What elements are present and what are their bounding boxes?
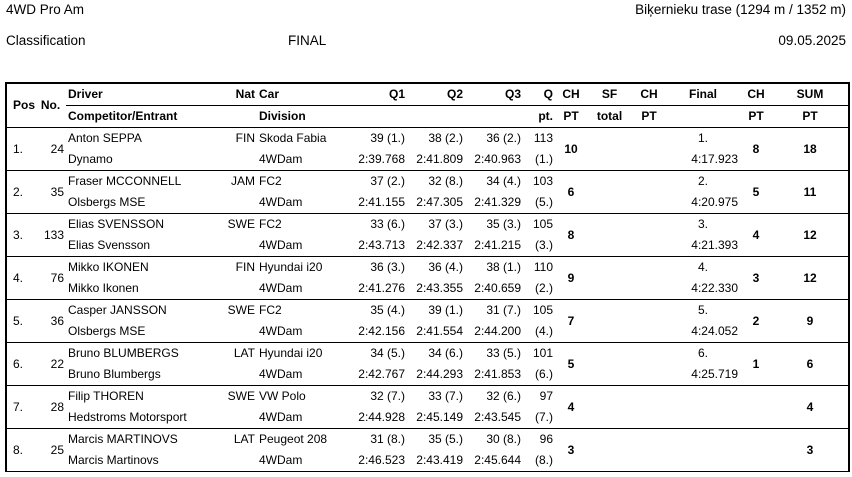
q1-result: 33 (6.) (370, 217, 405, 231)
division: 4WDam (257, 407, 353, 429)
position-cell: 7. (6, 386, 35, 429)
division: 4WDam (257, 364, 353, 386)
car-number-cell: 22 (35, 343, 66, 386)
final-position (666, 429, 740, 451)
qualifying-points: 110 (533, 260, 553, 274)
table-row-secondary (6, 192, 849, 214)
qualifying-rank: (2.) (523, 278, 555, 300)
semifinal-ch-points (632, 171, 666, 214)
table-row-secondary (6, 278, 849, 300)
table-row (6, 343, 849, 365)
car-model: Peugeot 208 (259, 432, 328, 446)
qualifying-rank: (7.) (523, 407, 555, 429)
col-q-pt-bottom: pt. (523, 106, 555, 128)
qualifying-points: 105 (532, 303, 553, 317)
q3-result: 34 (4.) (486, 174, 521, 188)
col-pos: Pos (6, 83, 35, 128)
final-ch-points (740, 429, 772, 472)
semifinal-total (587, 429, 632, 472)
q3-result: 35 (3.) (486, 217, 521, 231)
col-sum-pt-top: SUM (772, 83, 849, 106)
nationality: FIN (235, 260, 255, 274)
final-position: 4. (697, 260, 708, 274)
semifinal-ch-points (632, 343, 666, 386)
table-row (6, 429, 849, 451)
table-row (6, 300, 849, 322)
qualifying-points: 105 (532, 217, 553, 231)
competitor-name: Marcis Martinovs (66, 450, 257, 472)
col-driver: Driver (66, 83, 216, 106)
col-ch2-pt-bottom: PT (632, 106, 666, 128)
q3-time: 2:41.853 (465, 364, 523, 386)
car-model: FC2 (259, 303, 282, 317)
nationality: SWE (227, 389, 255, 403)
final-position: 2. (697, 174, 708, 188)
driver-name: Mikko IKONEN (68, 260, 149, 274)
semifinal-ch-points (632, 429, 666, 472)
final-position: 6. (697, 346, 708, 360)
col-nat: Nat (216, 83, 257, 106)
car-number-cell: 35 (35, 171, 66, 214)
final-time (666, 407, 740, 429)
qualifying-points: 96 (539, 432, 553, 446)
category-title: 4WD Pro Am (6, 2, 85, 17)
venue-title: Biķernieku trase (1294 m / 1352 m) (635, 2, 846, 17)
q1-time: 2:46.523 (353, 450, 407, 472)
championship-points: 8 (555, 214, 587, 257)
final-ch-points: 1 (740, 343, 772, 386)
q2-result: 35 (5.) (428, 432, 463, 446)
table-header (6, 83, 849, 128)
qualifying-points: 113 (533, 131, 553, 145)
sum-points: 9 (772, 300, 849, 343)
car-number-cell: 24 (35, 128, 66, 171)
q3-time: 2:44.200 (465, 321, 523, 343)
q2-time: 2:41.554 (407, 321, 465, 343)
championship-points: 6 (555, 171, 587, 214)
semifinal-total (587, 257, 632, 300)
col-ch3-pt-top: CH (740, 83, 772, 106)
championship-points: 7 (555, 300, 587, 343)
q2-result: 33 (7.) (428, 389, 463, 403)
table-row (6, 171, 849, 193)
q3-time: 2:45.644 (465, 450, 523, 472)
q1-time: 2:42.767 (353, 364, 407, 386)
sum-points: 3 (772, 429, 849, 472)
qualifying-points: 97 (539, 389, 553, 403)
competitor-name: Elias Svensson (66, 235, 257, 257)
semifinal-total (587, 128, 632, 171)
q2-time: 2:45.149 (407, 407, 465, 429)
table-row-secondary (6, 149, 849, 171)
final-position: 1. (697, 131, 708, 145)
final-time: 4:22.330 (666, 278, 740, 300)
q2-time: 2:47.305 (407, 192, 465, 214)
col-q1: Q1 (353, 83, 407, 106)
col-ch-pt-bottom: PT (555, 106, 587, 128)
position-cell: 8. (6, 429, 35, 472)
semifinal-ch-points (632, 128, 666, 171)
sum-points: 4 (772, 386, 849, 429)
competitor-name: Bruno Blumbergs (66, 364, 257, 386)
competitor-name: Mikko Ikonen (66, 278, 257, 300)
qualifying-rank: (3.) (523, 235, 555, 257)
q2-result: 38 (2.) (428, 131, 463, 145)
qualifying-rank: (5.) (523, 192, 555, 214)
car-model: FC2 (259, 174, 282, 188)
document-type: Classification (6, 33, 86, 48)
col-q-pt-top: Q (523, 83, 555, 106)
driver-name: Elias SVENSSON (68, 217, 165, 231)
car-model: Skoda Fabia (259, 131, 327, 145)
final-time: 4:25.719 (666, 364, 740, 386)
car-number-cell: 133 (35, 214, 66, 257)
table-row (6, 128, 849, 150)
nationality: JAM (231, 174, 255, 188)
q2-result: 32 (8.) (428, 174, 463, 188)
q1-result: 39 (1.) (370, 131, 405, 145)
position-cell: 4. (6, 257, 35, 300)
final-ch-points: 5 (740, 171, 772, 214)
col-final: Final (666, 83, 740, 106)
table-row (6, 214, 849, 236)
nationality: FIN (235, 131, 255, 145)
car-model: FC2 (259, 217, 282, 231)
division: 4WDam (257, 278, 353, 300)
car-model: VW Polo (259, 389, 306, 403)
q1-result: 37 (2.) (370, 174, 405, 188)
final-time: 4:17.923 (666, 149, 740, 171)
championship-points: 9 (555, 257, 587, 300)
sum-points: 12 (772, 257, 849, 300)
division: 4WDam (257, 450, 353, 472)
driver-name: Anton SEPPA (68, 131, 142, 145)
q1-time: 2:42.156 (353, 321, 407, 343)
col-q2: Q2 (407, 83, 465, 106)
semifinal-total (587, 386, 632, 429)
semifinal-total (587, 343, 632, 386)
q1-result: 35 (4.) (370, 303, 405, 317)
sum-points: 12 (772, 214, 849, 257)
col-division: Division (257, 106, 353, 128)
competitor-name: Dynamo (66, 149, 257, 171)
division: 4WDam (257, 235, 353, 257)
q3-time: 2:41.329 (465, 192, 523, 214)
q1-time: 2:39.768 (353, 149, 407, 171)
driver-name: Casper JANSSON (68, 303, 167, 317)
qualifying-rank: (4.) (523, 321, 555, 343)
nationality: LAT (233, 432, 255, 446)
semifinal-total (587, 171, 632, 214)
championship-points: 4 (555, 386, 587, 429)
final-ch-points: 3 (740, 257, 772, 300)
table-row-secondary (6, 364, 849, 386)
semifinal-ch-points (632, 386, 666, 429)
final-ch-points: 4 (740, 214, 772, 257)
q3-result: 33 (5.) (486, 346, 521, 360)
qualifying-points: 101 (532, 346, 553, 360)
q2-result: 36 (4.) (428, 260, 463, 274)
position-cell: 3. (6, 214, 35, 257)
q1-result: 36 (3.) (370, 260, 405, 274)
competitor-name: Hedstroms Motorsport (66, 407, 257, 429)
q2-time: 2:43.419 (407, 450, 465, 472)
sum-points: 18 (772, 128, 849, 171)
final-position (666, 386, 740, 408)
col-sf-total-bottom: total (587, 106, 632, 128)
table-row-secondary (6, 407, 849, 429)
q1-result: 32 (7.) (370, 389, 405, 403)
car-number-cell: 28 (35, 386, 66, 429)
position-cell: 2. (6, 171, 35, 214)
position-cell: 6. (6, 343, 35, 386)
driver-name: Filip THOREN (68, 389, 144, 403)
semifinal-ch-points (632, 300, 666, 343)
q2-time: 2:42.337 (407, 235, 465, 257)
q2-result: 34 (6.) (428, 346, 463, 360)
col-ch-pt-top: CH (555, 83, 587, 106)
qualifying-rank: (6.) (523, 364, 555, 386)
col-ch3-pt-bottom: PT (740, 106, 772, 128)
q3-time: 2:41.215 (465, 235, 523, 257)
nationality: LAT (233, 346, 255, 360)
championship-points: 5 (555, 343, 587, 386)
semifinal-total (587, 300, 632, 343)
q1-time: 2:41.155 (353, 192, 407, 214)
position-cell: 5. (6, 300, 35, 343)
q3-result: 31 (7.) (486, 303, 521, 317)
division: 4WDam (257, 149, 353, 171)
q3-result: 30 (8.) (486, 432, 521, 446)
q2-result: 37 (3.) (428, 217, 463, 231)
semifinal-ch-points (632, 214, 666, 257)
col-ch2-pt-top: CH (632, 83, 666, 106)
nationality: SWE (227, 217, 255, 231)
stage-label: FINAL (288, 33, 327, 48)
position-cell: 1. (6, 128, 35, 171)
championship-points: 10 (555, 128, 587, 171)
driver-name: Bruno BLUMBERGS (68, 346, 179, 360)
final-ch-points: 8 (740, 128, 772, 171)
table-row (6, 257, 849, 279)
final-position: 3. (697, 217, 708, 231)
q1-result: 34 (5.) (370, 346, 405, 360)
sum-points: 11 (772, 171, 849, 214)
championship-points: 3 (555, 429, 587, 472)
final-position: 5. (697, 303, 708, 317)
q1-time: 2:41.276 (353, 278, 407, 300)
semifinal-total (587, 214, 632, 257)
col-sf-total-top: SF (587, 83, 632, 106)
col-no: No. (35, 83, 66, 128)
q1-time: 2:43.713 (353, 235, 407, 257)
q3-result: 32 (6.) (486, 389, 521, 403)
q2-time: 2:44.293 (407, 364, 465, 386)
col-q3: Q3 (465, 83, 523, 106)
q3-result: 38 (1.) (486, 260, 521, 274)
q3-result: 36 (2.) (486, 131, 521, 145)
qualifying-points: 103 (532, 174, 553, 188)
car-model: Hyundai i20 (259, 346, 323, 360)
final-ch-points (740, 386, 772, 429)
q1-result: 31 (8.) (370, 432, 405, 446)
document-date: 09.05.2025 (778, 33, 846, 48)
car-number-cell: 25 (35, 429, 66, 472)
division: 4WDam (257, 321, 353, 343)
table-row (6, 386, 849, 408)
q1-time: 2:44.928 (353, 407, 407, 429)
final-ch-points: 2 (740, 300, 772, 343)
q3-time: 2:40.963 (465, 149, 523, 171)
q3-time: 2:40.659 (465, 278, 523, 300)
car-model: Hyundai i20 (259, 260, 323, 274)
driver-name: Fraser MCCONNELL (68, 174, 182, 188)
driver-name: Marcis MARTINOVS (68, 432, 178, 446)
final-time: 4:21.393 (666, 235, 740, 257)
competitor-name: Olsbergs MSE (66, 192, 257, 214)
table-row-secondary (6, 235, 849, 257)
classification-table (5, 82, 850, 472)
nationality: SWE (227, 303, 255, 317)
semifinal-ch-points (632, 257, 666, 300)
final-time (666, 450, 740, 472)
car-number-cell: 76 (35, 257, 66, 300)
sum-points: 6 (772, 343, 849, 386)
col-car: Car (257, 83, 353, 106)
competitor-name: Olsbergs MSE (66, 321, 257, 343)
final-time: 4:20.975 (666, 192, 740, 214)
table-row-secondary (6, 450, 849, 472)
final-time: 4:24.052 (666, 321, 740, 343)
car-number-cell: 36 (35, 300, 66, 343)
division: 4WDam (257, 192, 353, 214)
table-row-secondary (6, 321, 849, 343)
q2-time: 2:43.355 (407, 278, 465, 300)
col-sum-pt-bottom: PT (772, 106, 849, 128)
q3-time: 2:43.545 (465, 407, 523, 429)
q2-time: 2:41.809 (407, 149, 465, 171)
qualifying-rank: (8.) (523, 450, 555, 472)
qualifying-rank: (1.) (523, 149, 555, 171)
results-body (6, 128, 849, 472)
q2-result: 39 (1.) (428, 303, 463, 317)
col-competitor: Competitor/Entrant (66, 106, 257, 128)
